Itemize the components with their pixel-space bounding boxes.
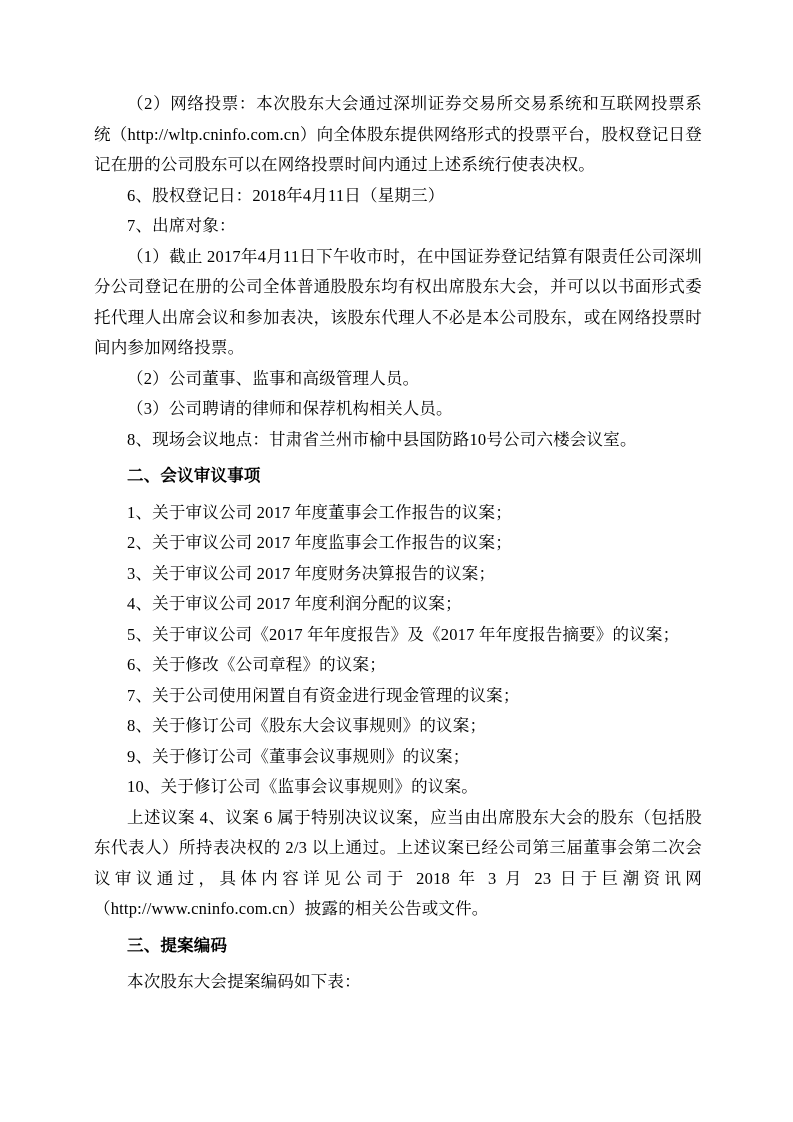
paragraph-proposal-codes-intro: 本次股东大会提案编码如下表： bbox=[127, 972, 361, 991]
paragraph-attendees-directors: （2）公司董事、监事和高级管理人员。 bbox=[127, 368, 420, 388]
agenda-item-6: 6、关于修改《公司章程》的议案； bbox=[127, 655, 386, 674]
paragraph-special-resolutions: 上述议案 4、议案 6 属于特别决议议案，应当由出席股东大会的股东（包括股东代表人）所持表决权的 2/3 以上通过。上述议案已经公司第三届董事会第二次会议审议通过，具体内容详见公司于 2018 年 3 月 23 日于巨潮资讯网（http://www.cninfo.com.cn）披露的相关公告或文件。 bbox=[94, 807, 702, 918]
agenda-item-7: 7、关于公司使用闲置自有资金进行现金管理的议案； bbox=[127, 685, 520, 705]
agenda-item-9: 9、关于修订公司《董事会议事规则》的议案； bbox=[127, 746, 470, 766]
paragraph-meeting-venue: 8、现场会议地点：甘肃省兰州市榆中县国防路10号公司六楼会议室。 bbox=[127, 429, 637, 449]
agenda-item-1: 1、关于审议公司 2017 年度董事会工作报告的议案； bbox=[127, 502, 512, 522]
paragraph-attendees-lawyers: （3）公司聘请的律师和保荐机构相关人员。 bbox=[127, 399, 453, 418]
paragraph-attendees-label: 7、出席对象： bbox=[127, 216, 236, 235]
agenda-item-3: 3、关于审议公司 2017 年度财务决算报告的议案； bbox=[127, 563, 496, 583]
heading-section-3-proposal-codes: 三、提案编码 bbox=[127, 936, 228, 955]
agenda-item-8: 8、关于修订公司《股东大会议事规则》的议案； bbox=[127, 716, 487, 735]
agenda-item-4: 4、关于审议公司 2017 年度利润分配的议案； bbox=[127, 594, 462, 613]
agenda-item-2: 2、关于审议公司 2017 年度监事会工作报告的议案； bbox=[127, 533, 512, 552]
agenda-item-10: 10、关于修订公司《监事会议事规则》的议案。 bbox=[127, 777, 478, 796]
agenda-item-5: 5、关于审议公司《2017 年年度报告》及《2017 年年度报告摘要》的议案； bbox=[127, 624, 680, 644]
paragraph-attendees-shareholders: （1）截止 2017年4月11日下午收市时，在中国证券登记结算有限责任公司深圳分公司登记在册的公司全体普通股股东均有权出席股东大会，并可以以书面形式委托代理人出席会议和参加表决，该股东代理人不必是本公司股东，或在网络投票时间内参加网络投票。 bbox=[94, 246, 702, 357]
heading-section-2-agenda: 二、会议审议事项 bbox=[127, 467, 261, 485]
document-body bbox=[94, 89, 702, 998]
paragraph-record-date: 6、股权登记日：2018年4月11日（星期三） bbox=[127, 185, 445, 205]
paragraph-network-voting: （2）网络投票：本次股东大会通过深圳证券交易所交易系统和互联网投票系统（http://wltp.cninfo.com.cn）向全体股东提供网络形式的投票平台，股权登记日登记在册的公司股东可以在网络投票时间内通过上述系统行使表决权。 bbox=[94, 94, 702, 174]
